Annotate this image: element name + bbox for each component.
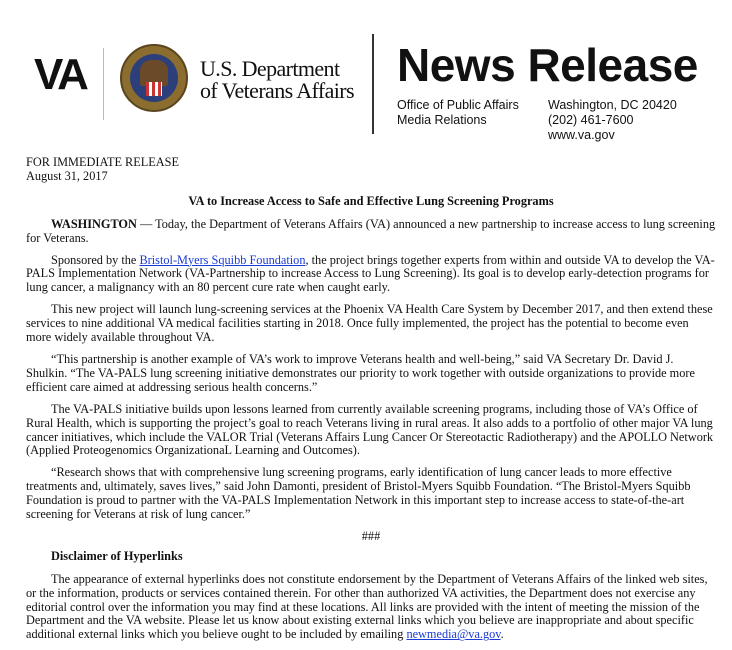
disclaimer-heading: Disclaimer of Hyperlinks — [51, 548, 183, 563]
phone: (202) 461-7600 — [548, 113, 634, 127]
paragraph-5: The VA-PALS initiative builds upon lessons learned from currently available screening programs, including those of VA’s Office of Rural Health, which is supporting the project’s goal to reach Veterans living in rural areas. It also adds to a portfolio of other major VA lung cancer initiatives, which include the VALOR Trial (Veterans Affairs Lung Cancer Or Stereotactic Radiotherapy) and the APOLLO Network (Applied Proteogenomics OrganizationaL Learning and Outcomes). — [26, 401, 714, 458]
department-line-1: U.S. Department — [200, 56, 340, 81]
paragraph-end: . — [500, 627, 504, 642]
address: Washington, DC 20420 — [548, 98, 677, 112]
dateline: WASHINGTON — [51, 216, 137, 231]
office-line-2: Media Relations — [397, 113, 487, 127]
department-line-2: of Veterans Affairs — [200, 78, 354, 103]
department-name — [200, 58, 354, 102]
release-date: August 31, 2017 — [26, 168, 108, 183]
logo-divider — [103, 48, 104, 120]
release-body — [26, 156, 716, 650]
release-headline: VA to Increase Access to Safe and Effective Lung Screening Programs — [188, 193, 554, 208]
paragraph-6: “Research shows that with comprehensive lung screening programs, early identification of lung cancer leads to more effective treatments and, ultimately, saves lives,” said John Damonti, president of Bristol-Myers Squibb Foundation. “The Bristol-Myers Squibb Foundation is proud to partner with the VA-PALS Implementation Network in this important step to increase access to state-of-the-art screening for Veterans at risk of lung cancer.” — [26, 465, 691, 522]
paragraph-text: Sponsored by the — [51, 252, 140, 267]
paragraph-text: , the project brings together experts from within and outside VA to develop the VA-PALS Implementation Network (VA-Partnership to increase Access to Lung Screening). Its goal is to develop early-detection programs for lung cancer, a malignancy with an 80 percent cure rate when caught early. — [26, 252, 715, 295]
website: www.va.gov — [548, 128, 615, 142]
paragraph-2 — [26, 254, 716, 296]
paragraph-text: The appearance of external hyperlinks does not constitute endorsement by the Department of Veterans Affairs of the linked web sites, or the information, products or services contained therein. For other than authorized VA activities, the Department does not exercise any editorial control over the information you may find at these locations. All links are provided with the intent of meeting the mission of the Department and the VA website. Please let us know about existing external links which you believe are inappropriate and about specific additional external links which you believe ought to be included by emailing — [26, 571, 708, 642]
office-line-1: Office of Public Affairs — [397, 98, 519, 112]
letterhead — [0, 0, 732, 150]
paragraph-3: This new project will launch lung-screening services at the Phoenix VA Health Care System by December 2017, and then extend these services to nine additional VA medical facilities starting in 2018. Once fully implemented, the project has the potential to become even more widely available throughout VA. — [26, 302, 713, 345]
contact-info — [548, 98, 677, 143]
email-link[interactable]: newmedia@va.gov — [406, 627, 501, 642]
end-mark: ### — [361, 528, 381, 543]
paragraph-1 — [26, 218, 716, 246]
va-logo: VA — [34, 50, 86, 99]
disclaimer-text — [26, 573, 716, 643]
va-seal-icon — [120, 44, 188, 112]
news-release-title: News Release — [397, 39, 698, 91]
office-info — [397, 98, 519, 128]
paragraph-text: — Today, the Department of Veterans Affairs (VA) announced a new partnership to increase access to lung screening for Veterans. — [26, 216, 716, 245]
paragraph-4: “This partnership is another example of VA’s work to improve Veterans health and well-being,” said VA Secretary Dr. David J. Shulkin. “The VA-PALS lung screening initiative demonstrates our priority to work together with outside organizations to provide more efficient care aimed at addressing serious health concerns.” — [26, 351, 695, 394]
header-divider — [372, 34, 374, 134]
bms-foundation-link[interactable]: Bristol-Myers Squibb Foundation — [139, 252, 306, 267]
release-label: FOR IMMEDIATE RELEASE — [26, 155, 180, 169]
